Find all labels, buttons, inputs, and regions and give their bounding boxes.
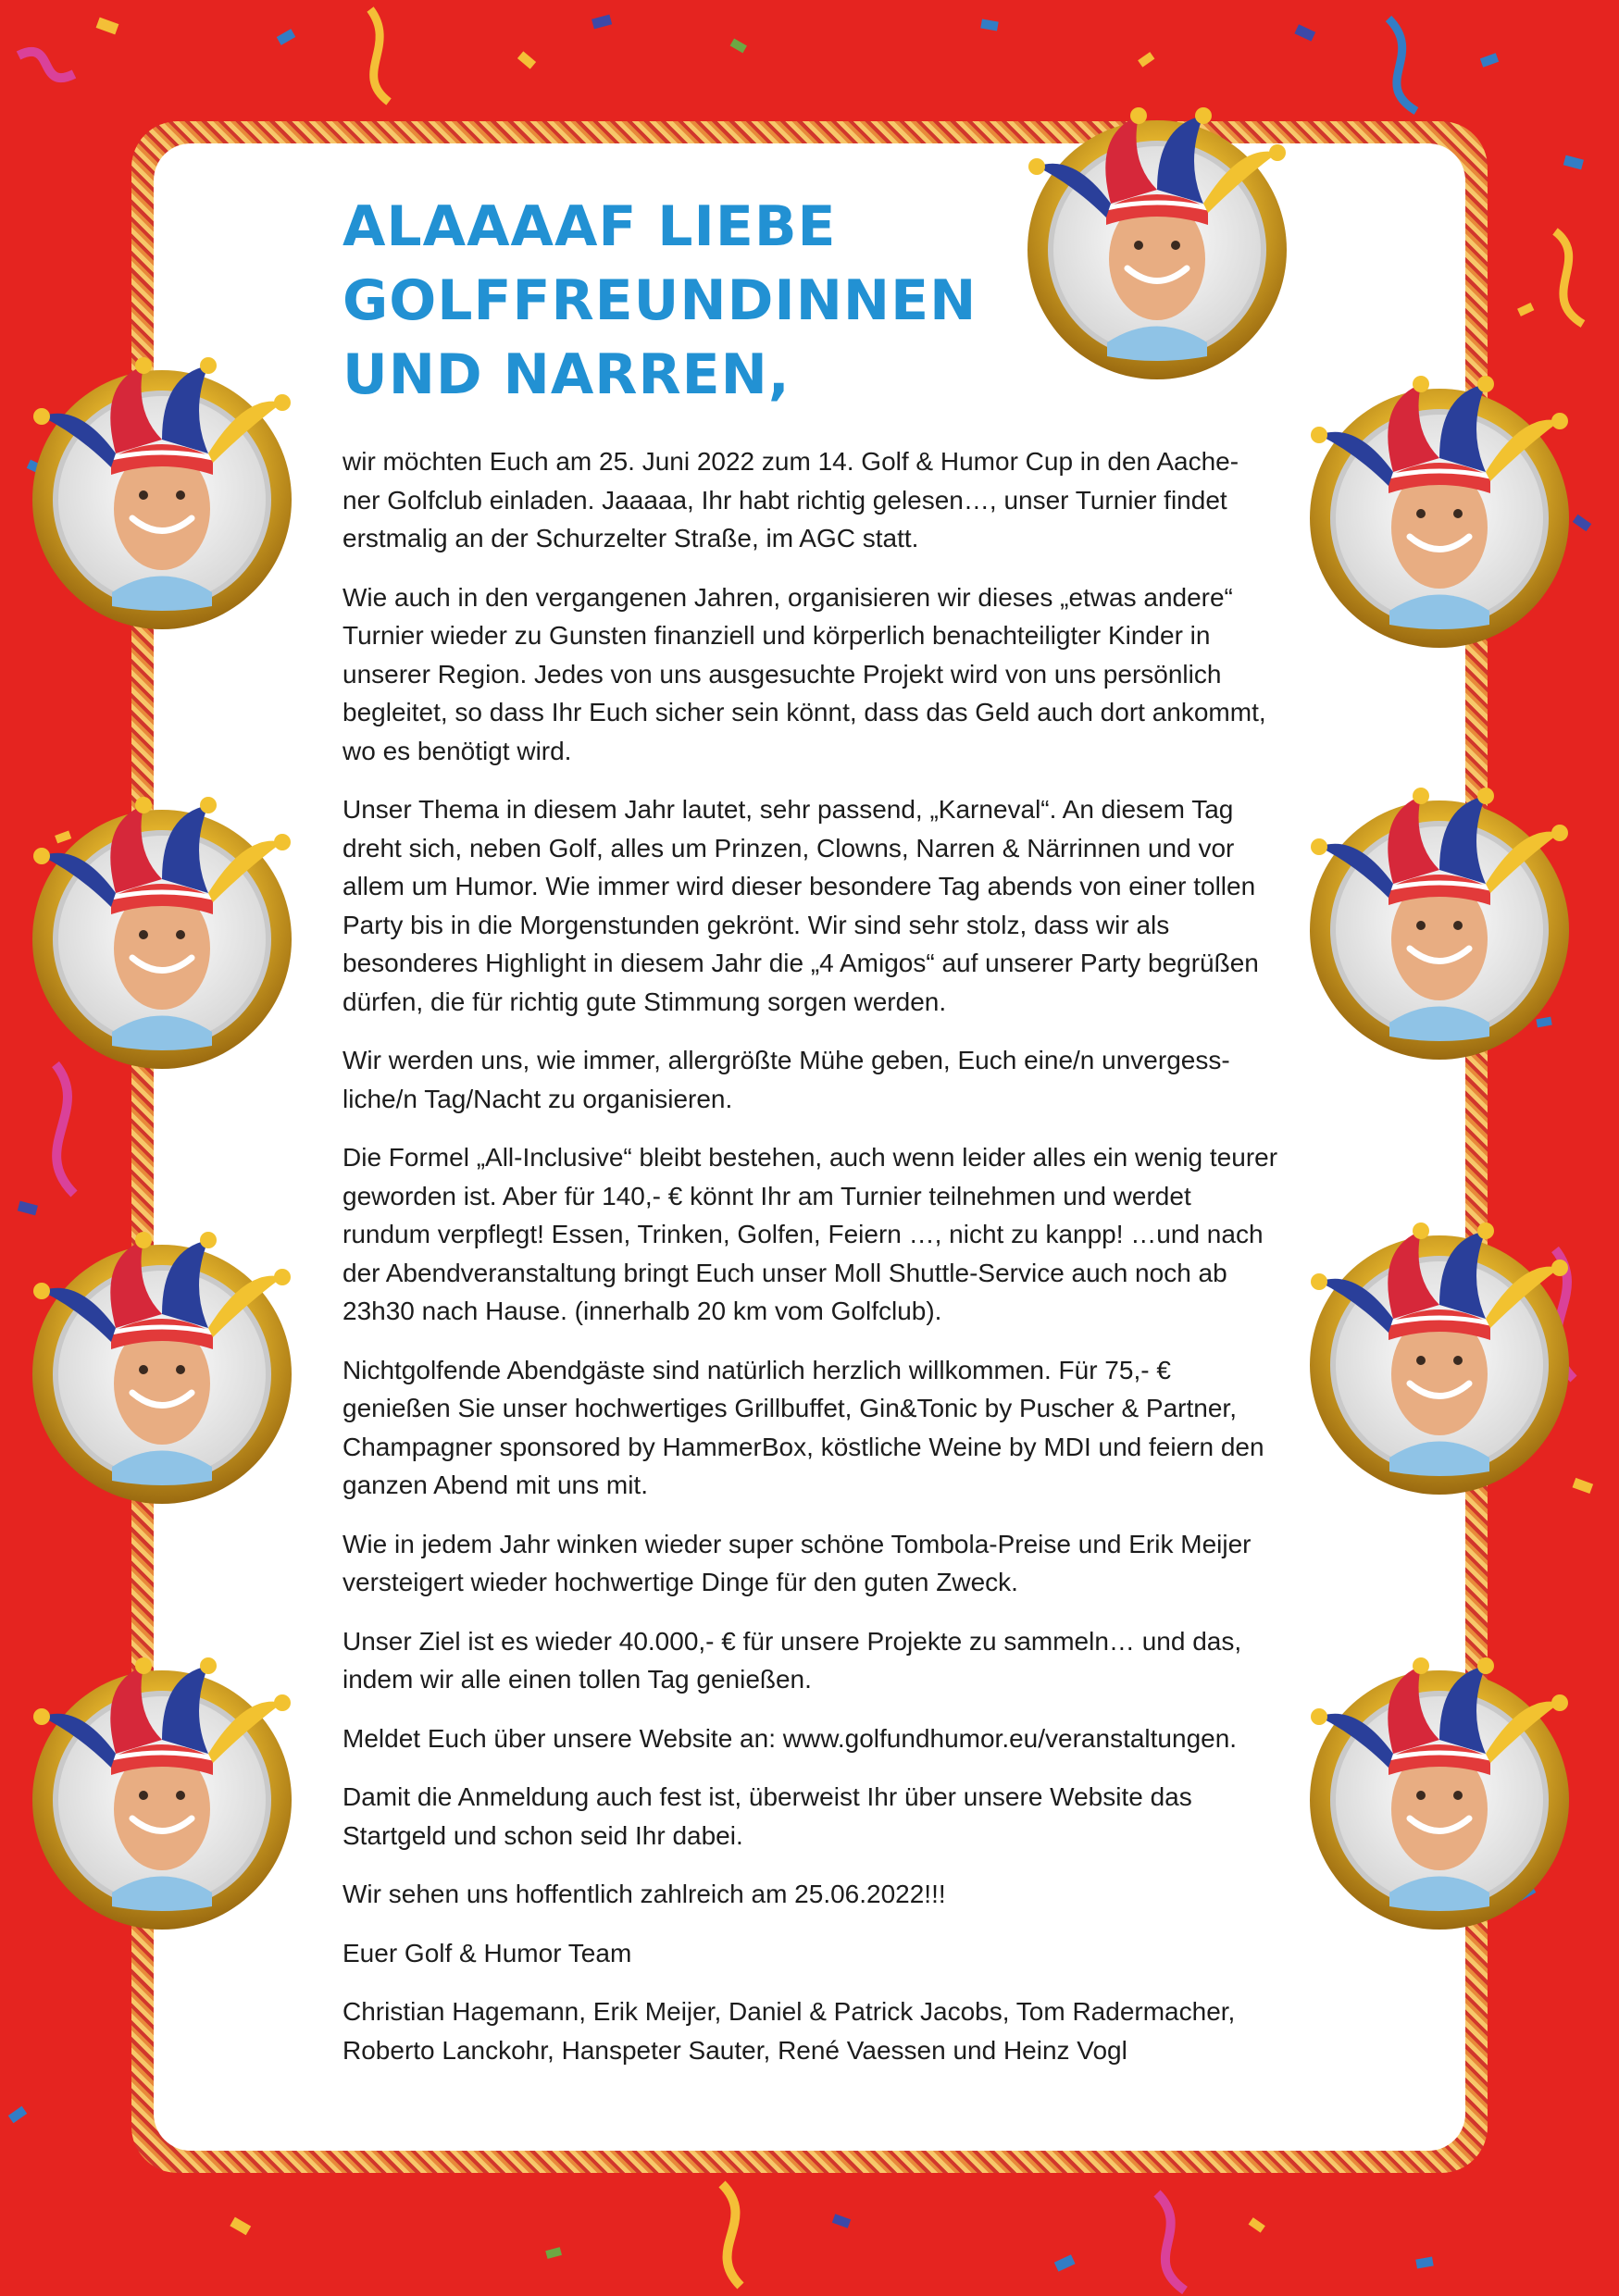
headline — [342, 190, 1027, 412]
jester-portrait-icon — [1301, 1629, 1578, 1934]
paragraph-see-you: Wir sehen uns hoffentlich zahlreich am 25.06.2022!!! — [342, 1880, 946, 1908]
letter-body — [342, 442, 1282, 2090]
paragraph-effort: Wir werden uns, wie immer, allergrößte Mühe geben, Euch eine/n unvergess- liche/n Tag/Nacht zu organisieren. — [342, 1046, 1230, 1113]
jester-portrait-icon — [23, 1203, 301, 1508]
jester-portrait-icon — [1301, 1194, 1578, 1499]
paragraph-evening-guests: Nichtgolfende Abendgäste sind natürlich herzlich willkommen. Für 75,- € genießen Sie unser hochwertiges Grillbuffet, Gin&Tonic by Puscher & Partner, Champagner sponsored by HammerBox, köstliche Weine by MDI und feiern den ganzen Abend mit uns mit. — [342, 1355, 1264, 1499]
paragraph-invitation: wir möchten Euch am 25. Juni 2022 zum 14. Golf & Humor Cup in den Aache- ner Golfclub einladen. Jaaaaa, Ihr habt richtig gelesen…, unser Turnier findet erstmalig an der Schurzelter Straße, im AGC statt. — [342, 447, 1239, 552]
jester-portrait-icon — [23, 768, 301, 1074]
paragraph-sign-off: Euer Golf & Humor Team — [342, 1938, 632, 1967]
headline-line-3: UND NARREN, — [342, 342, 791, 407]
jester-portrait-icon — [1018, 79, 1296, 384]
paragraph-payment: Damit die Anmeldung auch fest ist, überweist Ihr über unsere Website das Startgeld und schon seid Ihr dabei. — [342, 1782, 1192, 1850]
jester-portrait-icon — [23, 329, 301, 634]
paragraph-all-inclusive: Die Formel „All-Inclusive“ bleibt bestehen, auch wenn leider alles ein wenig teurer geworden ist. Aber für 140,- € könnt Ihr am Turnier teilnehmen und werdet rundum verpflegt! Essen, Trinken, Golfen, Feiern …, nicht zu kanpp! …und nach der Abendveranstaltung bringt Euch unser Moll Shuttle-Service auch noch ab 23h30 nach Hause. (innerhalb 20 km vom Golfclub). — [342, 1143, 1278, 1325]
paragraph-tombola: Wie in jedem Jahr winken wieder super schöne Tombola-Preise und Erik Meijer versteigert wieder hochwertige Dinge für den guten Zweck. — [342, 1529, 1252, 1596]
jester-portrait-icon — [23, 1629, 301, 1934]
paragraph-charity: Wie auch in den vergangenen Jahren, organisieren wir dieses „etwas andere“ Turnier wieder zu Gunsten finanziell und körperlich benachteiligter Kinder in unserer Region. Jedes von uns ausgesuchte Projekt wird von uns persönlich begleitet, so dass Ihr Euch sicher sein könnt, dass das Geld auch dort ankommt, wo es benötigt wird. — [342, 582, 1266, 765]
paragraph-theme: Unser Thema in diesem Jahr lautet, sehr passend, „Karneval“. An diesem Tag dreht sich, neben Golf, alles um Prinzen, Clowns, Narren & Närrinnen und vor allem um Humor. Wie immer wird dieser besondere Tag abends von einer tollen Party bis in die Morgenstunden gekrönt. Wir sind sehr stolz, dass wir als besonderes Highlight in diesem Jahr die „4 Amigos“ auf unserer Party begrüßen dürfen, die für richtig gute Stimmung sorgen werden. — [342, 795, 1259, 1016]
headline-line-1: ALAAAAF LIEBE — [342, 194, 837, 259]
jester-portrait-icon — [1301, 347, 1578, 652]
paragraph-team-names: Christian Hagemann, Erik Meijer, Daniel & Patrick Jacobs, Tom Radermacher, Roberto Lanckohr, Hanspeter Sauter, René Vaessen und Heinz Vogl — [342, 1997, 1236, 2065]
jester-portrait-icon — [1301, 759, 1578, 1064]
paragraph-registration: Meldet Euch über unsere Website an: www.golfundhumor.eu/veranstaltungen. — [342, 1723, 1238, 1753]
paragraph-goal: Unser Ziel ist es wieder 40.000,- € für unsere Projekte zu sammeln… und das, indem wir alle einen tollen Tag genießen. — [342, 1626, 1242, 1694]
headline-line-2: GOLFFREUNDINNEN — [342, 268, 978, 333]
